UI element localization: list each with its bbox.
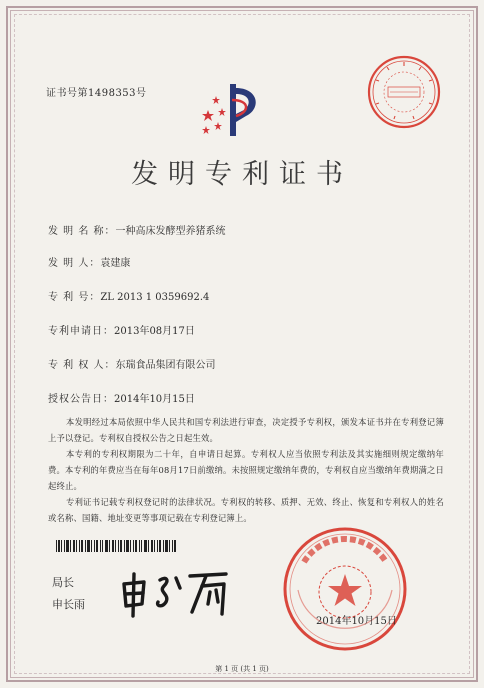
body-paragraph-1: 本发明经过本局依照中华人民共和国专利法进行审查，决定授予专利权，颁发本证书并在专利登记簿上予以登记。专利权自授权公告之日起生效。 xyxy=(48,417,444,443)
patentee-row xyxy=(48,356,216,371)
grant-date-value: 2014年10月15日 xyxy=(114,394,195,405)
patent-number-row xyxy=(48,288,209,303)
filing-date-value: 2013年08月17日 xyxy=(114,326,195,337)
page-footer: 第 1 页 (共 1 页) xyxy=(215,665,269,673)
inventor-row xyxy=(48,254,130,269)
seal-date: 2014年10月15日 xyxy=(316,616,397,627)
patent-number-value: ZL 2013 1 0359692.4 xyxy=(100,292,210,303)
body-paragraph-3: 专利证书记载专利权登记时的法律状况。专利权的转移、质押、无效、终止、恢复和专利权人的姓名或名称、国籍、地址变更等事项记载在专利登记簿上。 xyxy=(48,497,444,523)
inventor-label: 发 明 人： xyxy=(48,258,101,269)
director-name: 申长雨 xyxy=(52,598,85,611)
patent-number-label: 专 利 号： xyxy=(48,292,101,303)
inventor-value: 袁建康 xyxy=(100,258,131,269)
body-paragraph-2: 本专利的专利权期限为二十年，自申请日起算。专利权人应当依照专利法及其实施细则规定缴纳年费。本专利的年费应当在每年08月17日前缴纳。未按照规定缴纳年费的，专利权自应当缴纳年费期满之日起终止。 xyxy=(48,449,444,491)
official-seal-icon xyxy=(282,526,408,652)
director-title: 局长 xyxy=(52,576,74,589)
sipo-logo-icon xyxy=(196,78,266,142)
certificate-number: 证书号第1498353号 xyxy=(46,88,147,99)
invention-name-row xyxy=(48,222,226,237)
patentee-value: 东瑞食品集团有限公司 xyxy=(115,360,216,371)
grant-date-row xyxy=(48,390,195,405)
patentee-label: 专 利 权 人： xyxy=(48,360,116,371)
invention-name-label: 发 明 名 称： xyxy=(48,226,116,237)
signature-icon xyxy=(118,568,234,618)
registration-stamp-icon xyxy=(366,54,442,130)
invention-name-value: 一种高床发酵型养猪系统 xyxy=(115,226,226,237)
filing-date-row xyxy=(48,322,195,337)
certificate-body xyxy=(48,414,444,526)
barcode-icon xyxy=(56,540,176,552)
filing-date-label: 专利申请日： xyxy=(48,326,114,337)
grant-date-label: 授权公告日： xyxy=(48,394,114,405)
page-title: 发明专利证书 xyxy=(131,159,353,190)
